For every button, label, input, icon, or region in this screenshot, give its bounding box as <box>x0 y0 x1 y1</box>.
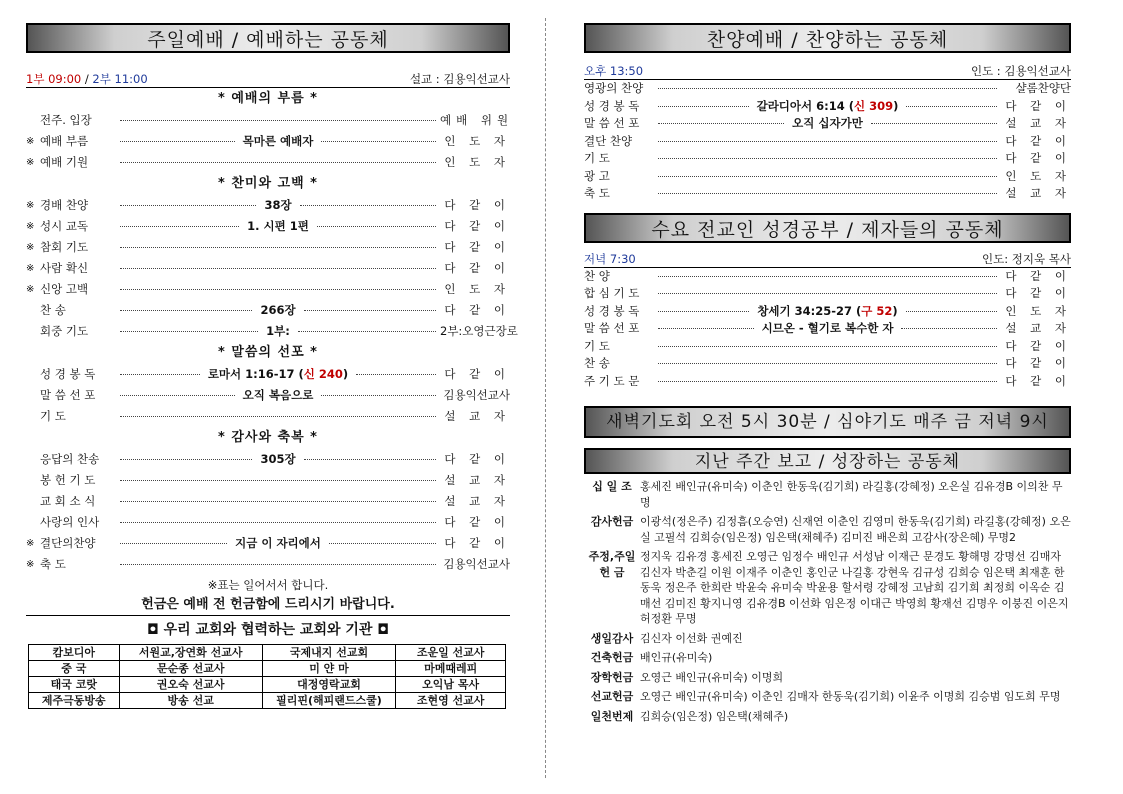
hymn-number: 구 52 <box>861 303 893 318</box>
order-item <box>584 115 1071 133</box>
wednesday-time: 저녁 7:30 <box>584 251 636 266</box>
leader-dots <box>120 395 235 396</box>
item-leader: 다 같 이 <box>444 452 510 466</box>
leader-dots <box>120 331 258 332</box>
order-item <box>26 131 510 152</box>
section-heading: * 감사와 축복 * <box>218 430 318 445</box>
service-time-row <box>26 71 510 88</box>
church-cell: 마메때레피 <box>396 661 506 677</box>
order-of-service <box>26 88 518 575</box>
church-cell: 권오숙 선교사 <box>119 677 262 693</box>
church-cell: 미 얀 마 <box>262 661 396 677</box>
standing-mark: ※ <box>26 263 35 274</box>
church-cell: 방송 선교 <box>119 693 262 709</box>
leader-dots <box>317 226 436 227</box>
item-label: 축 도 <box>584 186 610 200</box>
leader-dots <box>658 88 997 89</box>
leader-dots <box>304 310 436 311</box>
item-label: 응답의 찬송 <box>40 452 100 466</box>
leader-dots <box>120 141 235 142</box>
leader-dots <box>356 374 436 375</box>
report-label: 감사헌금 <box>590 515 634 528</box>
order-item <box>584 98 1071 116</box>
leader-dots <box>658 381 997 382</box>
item-label: 기 도 <box>40 409 66 423</box>
leader-dots <box>658 363 997 364</box>
order-item <box>584 373 1071 391</box>
leader-dots <box>906 311 997 312</box>
standing-mark: ※ <box>26 284 35 295</box>
item-leader: 다 같 이 <box>1005 338 1071 353</box>
church-cell: 서원교,장연화 선교사 <box>119 645 262 661</box>
church-row <box>29 645 506 661</box>
report-names: 오영근 배인규(유미숙) 이춘인 김매자 한동욱(김기희) 이윤주 이명희 김승범 임도희 무명 <box>640 690 1061 703</box>
center-divider <box>545 18 546 778</box>
item-leader: 설 교 자 <box>1005 116 1072 130</box>
order-item <box>26 364 510 385</box>
item-leader: 다 같 이 <box>444 240 510 254</box>
church-cell: 제주극동방송 <box>29 693 120 709</box>
item-label: 회중 기도 <box>40 324 89 338</box>
item-leader: 다 같 이 <box>1005 356 1071 370</box>
item-label: 신앙 고백 <box>40 282 89 296</box>
sunday-worship-column <box>26 0 518 709</box>
service-times <box>26 71 148 87</box>
item-detail-text: 오직 십자가만 <box>792 116 863 130</box>
leader-dots <box>658 311 749 312</box>
item-leader: 설 교 자 <box>1005 321 1072 335</box>
standing-mark: ※ <box>26 200 35 211</box>
report-names: 홍세진 배인규(유미숙) 이춘인 한동욱(김기희) 라길홍(강혜정) 오은실 김유경B 이의찬 무명 <box>640 480 1063 509</box>
item-detail <box>753 98 903 116</box>
leader-dots <box>304 459 436 460</box>
order-item <box>26 533 510 554</box>
leader-dots <box>120 162 436 163</box>
item-detail-text: 시므온 - 혈기로 복수한 자 <box>761 321 894 335</box>
order-item <box>584 303 1071 321</box>
item-leader: 김용익선교사 <box>443 388 511 402</box>
praise-time: 오후 13:50 <box>584 64 644 78</box>
report-row <box>584 631 1071 647</box>
weekly-report-title: 지난 주간 보고 / 성장하는 공동체 <box>584 448 1071 474</box>
leader-dots <box>120 226 239 227</box>
item-leader: 다 같 이 <box>444 303 510 317</box>
leader-dots <box>906 106 997 107</box>
item-leader: 다 같 이 <box>1005 133 1071 148</box>
church-cell: 필리핀(해피랜드스쿨) <box>262 693 396 709</box>
wednesday-time-row <box>584 251 1071 268</box>
item-label: 교 회 소 식 <box>40 494 96 508</box>
order-item <box>26 406 510 427</box>
item-detail <box>788 115 867 133</box>
item-detail-text: 지금 이 자리에서 <box>235 536 321 550</box>
report-row <box>584 514 1071 545</box>
order-item <box>584 150 1071 168</box>
item-label: 봉 헌 기 도 <box>40 473 96 487</box>
item-leader: 설 교 자 <box>444 473 510 487</box>
item-leader: 다 같 이 <box>444 536 510 550</box>
leader-dots <box>658 193 997 194</box>
praise-time-row <box>584 63 1071 80</box>
leader-dots <box>658 328 754 329</box>
order-item <box>26 554 510 575</box>
report-row <box>584 689 1071 705</box>
item-leader: 김용익선교사 <box>443 557 510 571</box>
partner-churches-title: ◘ 우리 교회와 협력하는 교회와 기관 ◘ <box>146 622 390 638</box>
offering-note: 헌금은 예배 전 헌금함에 드리시기 바랍니다. <box>26 595 510 616</box>
item-leader: 다 같 이 <box>444 261 510 275</box>
item-label: 기 도 <box>584 151 610 165</box>
leader-dots <box>658 276 997 277</box>
item-leader: 다 같 이 <box>444 515 510 529</box>
item-leader: 인 도 자 <box>444 155 510 169</box>
report-row <box>584 709 1071 725</box>
church-cell: 중 국 <box>29 661 120 677</box>
order-item <box>26 152 510 173</box>
item-label: 말 씀 선 포 <box>584 321 640 335</box>
item-label: 경배 찬양 <box>40 198 89 212</box>
item-detail <box>758 320 898 338</box>
dawn-prayer-banner: 새벽기도회 오전 5시 30분 / 심야기도 매주 금 저녁 9시 <box>584 406 1071 438</box>
leader-dots <box>120 289 436 290</box>
order-item <box>584 168 1071 186</box>
item-label: 결단의찬양 <box>40 536 96 550</box>
item-leader: 다 같 이 <box>1005 268 1071 283</box>
item-label: 말 씀 선 포 <box>584 116 640 130</box>
item-label: 예배 부름 <box>40 134 89 148</box>
section-heading: * 찬미와 고백 * <box>218 176 318 191</box>
item-detail-text: 갈라디아서 6:14 <box>756 98 845 113</box>
order-item <box>26 470 510 491</box>
leader-dots <box>120 459 252 460</box>
leader-dots <box>120 374 200 375</box>
item-detail <box>239 131 318 152</box>
leader-dots <box>658 141 997 142</box>
leader-dots <box>658 123 784 124</box>
leader-dots <box>120 120 436 121</box>
order-item <box>26 279 510 300</box>
order-item <box>26 237 510 258</box>
item-label: 성 경 봉 독 <box>584 98 640 113</box>
leader-dots <box>120 522 436 523</box>
item-label: 합 심 기 도 <box>584 286 640 300</box>
order-item <box>26 195 510 216</box>
leader-dots <box>120 268 436 269</box>
order-item <box>584 338 1071 356</box>
item-detail <box>239 385 318 406</box>
item-leader: 다 같 이 <box>444 219 510 233</box>
item-detail-text: 38장 <box>264 198 292 212</box>
item-detail-text: 로마서 1:16-17 <box>207 367 295 381</box>
report-row <box>584 650 1071 666</box>
church-cell: 캄보디아 <box>29 645 120 661</box>
report-label: 주정,주일 헌 금 <box>588 550 636 579</box>
paren-close: ) <box>342 367 349 381</box>
item-leader: 설 교 자 <box>1005 186 1071 200</box>
item-detail <box>256 449 299 470</box>
item-label: 결단 찬양 <box>584 133 633 148</box>
item-leader: 인 도 자 <box>444 134 511 148</box>
item-leader: 예배 위원 <box>440 113 514 127</box>
item-leader: 인 도 자 <box>1005 168 1071 183</box>
paren-open: ( <box>844 98 855 113</box>
church-cell: 조현영 선교사 <box>396 693 506 709</box>
standing-mark: ※ <box>26 559 35 570</box>
leader-dots <box>120 247 436 248</box>
church-cell: 태국 코랏 <box>29 677 120 693</box>
leader-dots <box>329 543 436 544</box>
report-label: 장학헌금 <box>590 670 634 684</box>
item-label: 기 도 <box>584 338 610 353</box>
item-label: 전주. 입장 <box>40 113 92 127</box>
item-detail <box>231 533 325 554</box>
leader-dots <box>120 416 436 417</box>
leader-dots <box>120 501 436 502</box>
leader-dots <box>321 141 436 142</box>
paren-open: ( <box>294 367 304 381</box>
order-item <box>584 185 1071 203</box>
item-leader: 2부:오영근장로 <box>440 324 518 338</box>
church-cell: 조운일 선교사 <box>396 645 506 661</box>
order-item <box>584 285 1071 303</box>
item-leader: 샬롬찬양단 <box>1015 81 1071 95</box>
item-detail-text: 1부: <box>266 324 290 338</box>
order-item <box>26 449 510 470</box>
order-item <box>584 320 1071 338</box>
report-names: 오영근 배인규(유미숙) 이명희 <box>640 670 784 684</box>
preacher: 설교 : 김용익선교사 <box>409 72 510 86</box>
report-names: 김희승(임은정) 임은택(채혜주) <box>640 709 789 723</box>
item-detail <box>262 321 294 342</box>
item-detail <box>204 364 352 385</box>
report-label: 건축헌금 <box>590 651 634 664</box>
partner-churches-table <box>28 644 506 709</box>
service-time-1: 1부 09:00 <box>26 72 82 86</box>
item-detail <box>256 300 299 321</box>
item-leader: 인 도 자 <box>444 282 510 296</box>
praise-leader: 인도 : 김용익선교사 <box>970 64 1071 78</box>
item-detail-text: 266장 <box>260 303 296 317</box>
report-names: 정지욱 김유경 홍세진 오영근 임정수 배인규 서성남 이재근 문경도 황해명 강명선 김매자 김신자 박춘길 이원 이재주 이춘인 홍인군 나길홍 강현욱 김규성 김희승 임은택 최재훈 한동욱 정은주 한희란 박윤숙 유미숙 박윤용 할서령 강혜정 고남희 김기희 최정희 이옥순 김매선 김미진 황지니영 김유경B 이선화 임은정 이대근 박영희 황재선 김명우 이붕진 이은지 허정환 무명 <box>640 550 1069 625</box>
item-label: 찬 송 <box>40 303 66 317</box>
paren-close: ) <box>893 98 899 113</box>
leader-dots <box>321 395 436 396</box>
order-item <box>26 321 518 342</box>
standing-mark: ※ <box>26 242 35 253</box>
paren-close: ) <box>892 303 898 318</box>
item-detail-text: 창세기 34:25-27 <box>757 303 853 318</box>
item-leader: 설 교 자 <box>444 409 510 423</box>
report-label: 일천번제 <box>590 709 634 723</box>
order-item <box>26 385 510 406</box>
item-detail <box>243 216 313 237</box>
sunday-worship-title: 주일예배 / 예배하는 공동체 <box>26 23 510 53</box>
leader-dots <box>658 158 997 159</box>
order-item <box>26 258 510 279</box>
report-row <box>584 479 1071 510</box>
item-label: 성 경 봉 독 <box>40 367 96 381</box>
standing-mark: ※ <box>26 157 35 168</box>
report-names: 배인규(유미숙) <box>640 651 713 664</box>
church-cell: 문순종 선교사 <box>119 661 262 677</box>
leader-dots <box>300 205 436 206</box>
order-item <box>584 133 1071 151</box>
item-leader: 인 도 자 <box>1005 303 1071 318</box>
section-heading: * 말씀의 선포 * <box>218 345 318 360</box>
item-leader: 다 같 이 <box>444 367 510 381</box>
church-row <box>29 693 506 709</box>
hymn-number: 신 309 <box>854 98 894 113</box>
church-cell: 대정영락교회 <box>262 677 396 693</box>
item-leader: 다 같 이 <box>1005 98 1071 113</box>
hymn-number: 신 240 <box>303 367 343 381</box>
item-detail-text: 305장 <box>260 452 296 466</box>
item-detail-text: 오직 복음으로 <box>242 388 314 402</box>
paren-open: ( <box>852 303 862 318</box>
item-leader: 다 같 이 <box>1005 286 1071 300</box>
leader-dots <box>120 480 436 481</box>
order-item <box>26 216 510 237</box>
leader-dots <box>658 293 997 294</box>
church-cell: 오익남 목사 <box>396 677 506 693</box>
item-label: 찬 송 <box>584 356 610 370</box>
service-time-2: 2부 11:00 <box>92 72 148 86</box>
item-label: 말 씀 선 포 <box>40 388 96 402</box>
item-leader: 다 같 이 <box>1005 151 1071 165</box>
right-column <box>584 0 1071 728</box>
wednesday-study-title: 수요 전교인 성경공부 / 제자들의 공동체 <box>584 213 1071 243</box>
item-label: 주 기 도 문 <box>584 373 640 388</box>
service-time-separator: / <box>81 72 93 86</box>
item-detail-text: 1. 시편 1편 <box>247 219 309 233</box>
leader-dots <box>658 346 997 347</box>
leader-dots <box>871 123 997 124</box>
leader-dots <box>658 106 749 107</box>
leader-dots <box>120 543 227 544</box>
item-label: 사람 확신 <box>40 261 89 275</box>
item-label: 영광의 찬양 <box>584 81 644 95</box>
item-detail <box>753 303 901 321</box>
church-row <box>29 661 506 677</box>
leader-dots <box>298 331 436 332</box>
leader-dots <box>901 328 997 329</box>
praise-order <box>584 80 1071 203</box>
order-item <box>584 355 1071 373</box>
standing-mark: ※ <box>26 136 35 147</box>
item-leader: 다 같 이 <box>444 198 510 212</box>
leader-dots <box>120 205 256 206</box>
standing-mark: ※ <box>26 221 35 232</box>
order-item <box>26 110 514 131</box>
leader-dots <box>658 176 997 177</box>
weekly-report <box>584 479 1071 724</box>
order-item <box>26 491 510 512</box>
report-label: 선교헌금 <box>590 690 634 703</box>
item-label: 예배 기원 <box>40 155 89 169</box>
report-label: 십 일 조 <box>592 480 632 493</box>
standing-mark: ※ <box>26 538 35 549</box>
item-label: 찬 양 <box>584 268 610 283</box>
church-cell: 국제내지 선교회 <box>262 645 396 661</box>
item-label: 참회 기도 <box>40 240 89 254</box>
report-names: 김신자 이선화 권예진 <box>640 631 743 645</box>
wednesday-leader: 인도: 정지욱 목사 <box>982 251 1071 266</box>
report-row <box>584 549 1071 627</box>
order-item <box>26 512 510 533</box>
order-item <box>584 80 1071 98</box>
item-label: 사랑의 인사 <box>40 515 100 529</box>
leader-dots <box>120 564 436 565</box>
item-detail <box>260 195 295 216</box>
section-heading: * 예배의 부름 * <box>218 91 318 106</box>
leader-dots <box>120 310 252 311</box>
item-leader: 설 교 자 <box>444 494 510 508</box>
item-detail-text: 목마른 예배자 <box>242 134 314 148</box>
item-label: 광 고 <box>584 168 610 183</box>
church-row <box>29 677 506 693</box>
item-label: 축 도 <box>40 557 66 571</box>
report-row <box>584 670 1071 686</box>
order-item <box>26 300 510 321</box>
wednesday-order <box>584 268 1071 391</box>
report-label: 생일감사 <box>590 631 634 645</box>
order-item <box>584 268 1071 286</box>
item-label: 성시 교독 <box>40 219 89 233</box>
item-label: 성 경 봉 독 <box>584 303 640 318</box>
stand-note: ※표는 일어서서 합니다. <box>207 578 329 592</box>
item-leader: 다 같 이 <box>1005 373 1071 388</box>
praise-worship-title: 찬양예배 / 찬양하는 공동체 <box>584 23 1071 53</box>
report-names: 이광석(정은주) 김정흠(오승연) 신재연 이춘인 김영미 한동욱(김기희) 라길홍(강혜정) 오은실 고필석 김희승(임은정) 임은택(채혜주) 김미진 배은희 고감사(장은혜) 무명2 <box>640 515 1071 544</box>
